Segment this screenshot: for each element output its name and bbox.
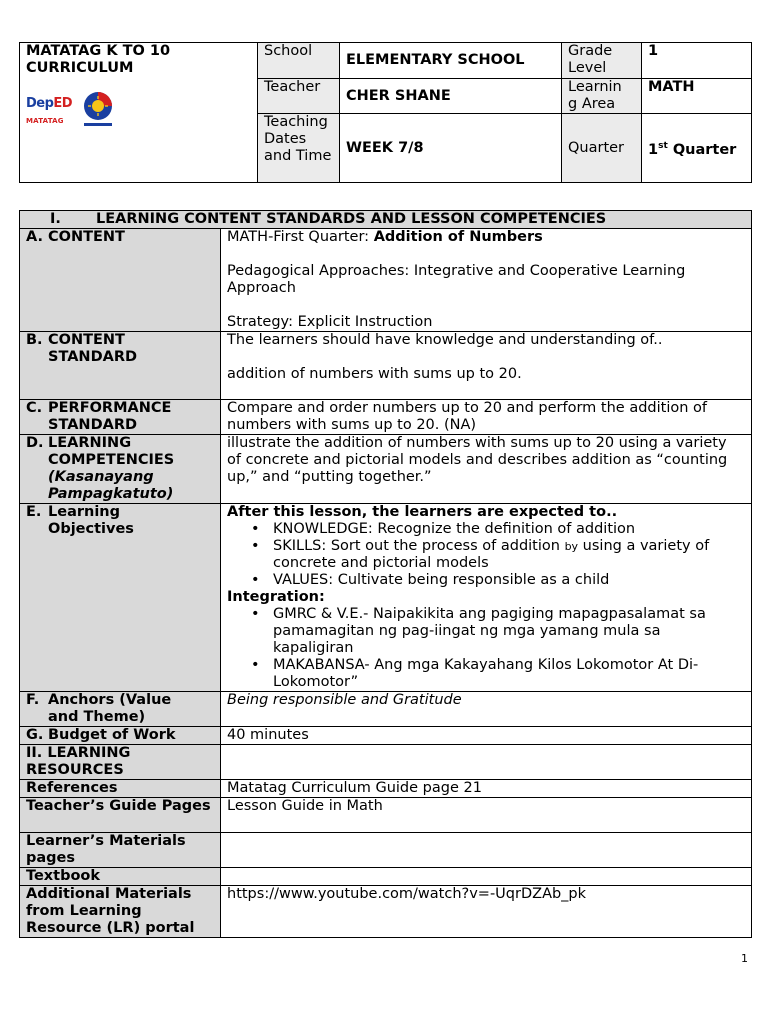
learning-resources-heading: II. LEARNING RESOURCES	[20, 745, 221, 780]
lesson-table	[19, 210, 752, 938]
competencies-label: D. LEARNING COMPETENCIES (Kasanayang Pampagkatuto)	[20, 435, 221, 504]
content-value: MATH-First Quarter: Addition of Numbers Pedagogical Approaches: Integrative and Cooperative Learning Approach Strategy: Explicit Instruction	[221, 229, 752, 332]
content-standard-value: The learners should have knowledge and understanding of.. addition of numbers with sums up to 20.	[221, 332, 752, 400]
content-label: A. CONTENT	[20, 229, 221, 332]
additional-materials-link[interactable]: https://www.youtube.com/watch?v=-UqrDZAb_pk	[221, 886, 752, 938]
curriculum-title: MATATAG K TO 10 CURRICULUM	[26, 43, 171, 76]
teacher-value: CHER SHANE	[340, 79, 562, 114]
quarter-value: 1st Quarter	[642, 114, 752, 183]
objectives-label: E. Learning Objectives	[20, 504, 221, 692]
performance-standard-value: Compare and order numbers up to 20 and perform the addition of numbers with sums up to 20. (NA)	[221, 400, 752, 435]
additional-materials-label: Additional Materials from Learning Resource (LR) portal	[20, 886, 221, 938]
learning-area-value: MATH	[642, 79, 752, 114]
header-table	[19, 42, 752, 183]
bagong-pilipinas-logo	[78, 89, 118, 129]
learners-materials-value	[221, 833, 752, 868]
curriculum-cell	[20, 43, 258, 183]
logo-group	[26, 89, 251, 129]
integration-list	[227, 606, 745, 691]
budget-label: G. Budget of Work	[20, 727, 221, 745]
grade-label: Grade Level	[562, 43, 642, 79]
references-value: Matatag Curriculum Guide page 21	[221, 780, 752, 798]
learners-materials-label: Learner’s Materials pages	[20, 833, 221, 868]
list-item: • VALUES: Cultivate being responsible as a child	[273, 572, 745, 589]
objectives-list	[227, 521, 745, 589]
grade-value: 1	[642, 43, 752, 79]
textbook-label: Textbook	[20, 868, 221, 886]
school-value: ELEMENTARY SCHOOL	[340, 43, 562, 79]
teachers-guide-label: Teacher’s Guide Pages	[20, 798, 221, 833]
references-label: References	[20, 780, 221, 798]
anchors-label: F. Anchors (Value and Theme)	[20, 692, 221, 727]
list-item: • KNOWLEDGE: Recognize the definition of addition	[273, 521, 745, 538]
performance-standard-label: C. PERFORMANCE STANDARD	[20, 400, 221, 435]
content-standard-label: B. CONTENT STANDARD	[20, 332, 221, 400]
section-1-heading: I. LEARNING CONTENT STANDARDS AND LESSON COMPETENCIES	[20, 211, 752, 229]
teaching-dates-label: Teaching Dates and Time	[258, 114, 340, 183]
budget-value: 40 minutes	[221, 727, 752, 745]
anchors-value: Being responsible and Gratitude	[221, 692, 752, 727]
page-number: 1	[741, 952, 748, 965]
deped-logo: DepED MATATAG	[26, 96, 73, 125]
teaching-dates-value: WEEK 7/8	[340, 114, 562, 183]
competencies-value: illustrate the addition of numbers with sums up to 20 using a variety of concrete and pictorial models and describes addition as “counting up,” and “putting together.”	[221, 435, 752, 504]
list-item: • MAKABANSA- Ang mga Kakayahang Kilos Lokomotor At Di-Lokomotor”	[273, 657, 745, 691]
objectives-value: After this lesson, the learners are expected to.. • KNOWLEDGE: Recognize the definition of addition • SKILLS: Sort out the process of addition by using a variety of concrete and pictorial models • VALUES: Cultivate being responsible as a child Integration: • GMRC & V.E.- Naipakikita ang pagiging mapagpasalamat sa pamamagitan ng pag-iingat ng mga yamang mula sa kapaligiran • MAKABANSA- Ang mga Kakayahang Kilos Lokomotor At Di-Lokomotor”	[221, 504, 752, 692]
teachers-guide-value: Lesson Guide in Math	[221, 798, 752, 833]
school-label: School	[258, 43, 340, 79]
list-item: • SKILLS: Sort out the process of addition by using a variety of concrete and pictorial models	[273, 538, 745, 572]
learning-area-label: Learnin g Area	[562, 79, 642, 114]
quarter-label: Quarter	[562, 114, 642, 183]
textbook-value	[221, 868, 752, 886]
teacher-label: Teacher	[258, 79, 340, 114]
learning-resources-empty	[221, 745, 752, 780]
list-item: • GMRC & V.E.- Naipakikita ang pagiging mapagpasalamat sa pamamagitan ng pag-iingat ng mga yamang mula sa kapaligiran	[273, 606, 745, 657]
